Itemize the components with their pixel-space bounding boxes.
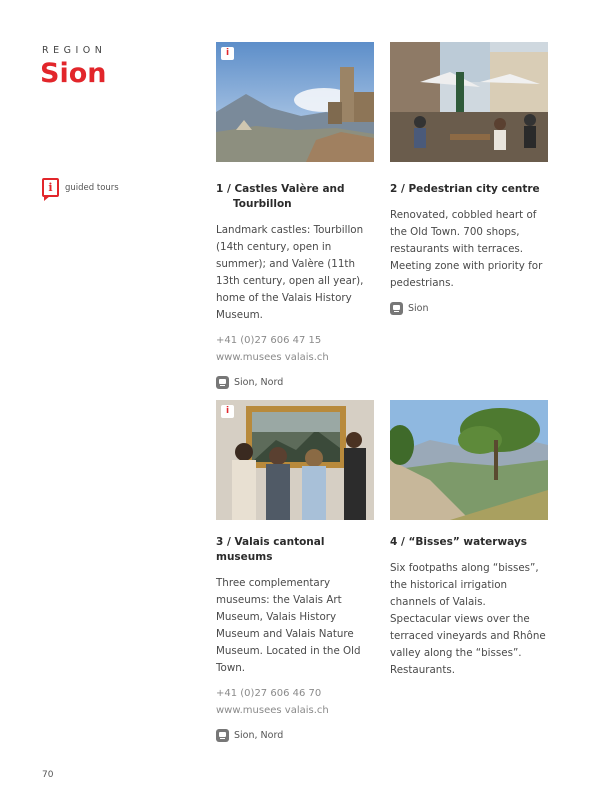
page-number: 70 bbox=[42, 770, 54, 780]
entry-title-line1: 4 / “Bisses” waterways bbox=[390, 536, 528, 548]
photo-bisses bbox=[390, 400, 548, 520]
bus-stop-icon bbox=[216, 376, 229, 389]
entry-title bbox=[390, 535, 550, 550]
entry-title-line1: 2 / Pedestrian city centre bbox=[390, 183, 540, 195]
bus-stop-label: Sion bbox=[408, 303, 429, 314]
phone-number: +41 (0)27 606 46 70 bbox=[216, 688, 322, 699]
guided-tour-badge: i bbox=[221, 405, 234, 418]
page-title: Sion bbox=[40, 58, 107, 89]
legend bbox=[42, 178, 119, 197]
entry-description: Landmark castles: Tourbillon (14th century, open in summer); and Valère (11th 13th century, open all year), home of the Valais History Museum. bbox=[216, 224, 364, 321]
entry-description: Three complementary museums: the Valais Art Museum, Valais History Museum and Valais Nature Museum. Located in the Old Town. bbox=[216, 577, 361, 674]
photo-museum bbox=[216, 400, 374, 520]
bus-stop-label: Sion, Nord bbox=[234, 730, 284, 741]
entry-title-line1: 3 / Valais cantonal museums bbox=[216, 536, 325, 563]
bus-stop-icon bbox=[216, 729, 229, 742]
entry-bisses bbox=[390, 535, 550, 679]
phone-number: +41 (0)27 606 47 15 bbox=[216, 335, 322, 346]
website-link[interactable]: www.musees valais.ch bbox=[216, 352, 329, 363]
entry-title bbox=[390, 182, 555, 197]
entry-title-line2: Tourbillon bbox=[233, 198, 292, 210]
region-label: REGION bbox=[42, 45, 107, 56]
bus-stop bbox=[390, 302, 555, 315]
entry-description: Renovated, cobbled heart of the Old Town. 700 shops, restaurants with terraces. Meeting zone with priority for pedestrians. bbox=[390, 209, 543, 289]
info-icon: i bbox=[42, 178, 59, 197]
bus-stop bbox=[216, 729, 366, 742]
bus-stop-icon bbox=[390, 302, 403, 315]
legend-label: guided tours bbox=[65, 183, 119, 193]
entry-museums bbox=[216, 535, 366, 742]
guided-tour-badge: i bbox=[221, 47, 234, 60]
bus-stop-label: Sion, Nord bbox=[234, 377, 284, 388]
entry-title-line1: 1 / Castles Valère and bbox=[216, 183, 345, 195]
photo-castles bbox=[216, 42, 374, 162]
entry-title bbox=[216, 182, 376, 212]
photo-city-centre bbox=[390, 42, 548, 162]
entry-city-centre bbox=[390, 182, 555, 315]
bus-stop bbox=[216, 376, 376, 389]
entry-description: Six footpaths along “bisses”, the historical irrigation channels of Valais. Spectacular views over the terraced vineyards and Rhône valley along the “bisses”. Restaurants. bbox=[390, 562, 546, 676]
entry-title bbox=[216, 535, 366, 565]
website-link[interactable]: www.musees valais.ch bbox=[216, 705, 329, 716]
entry-castles bbox=[216, 182, 376, 389]
